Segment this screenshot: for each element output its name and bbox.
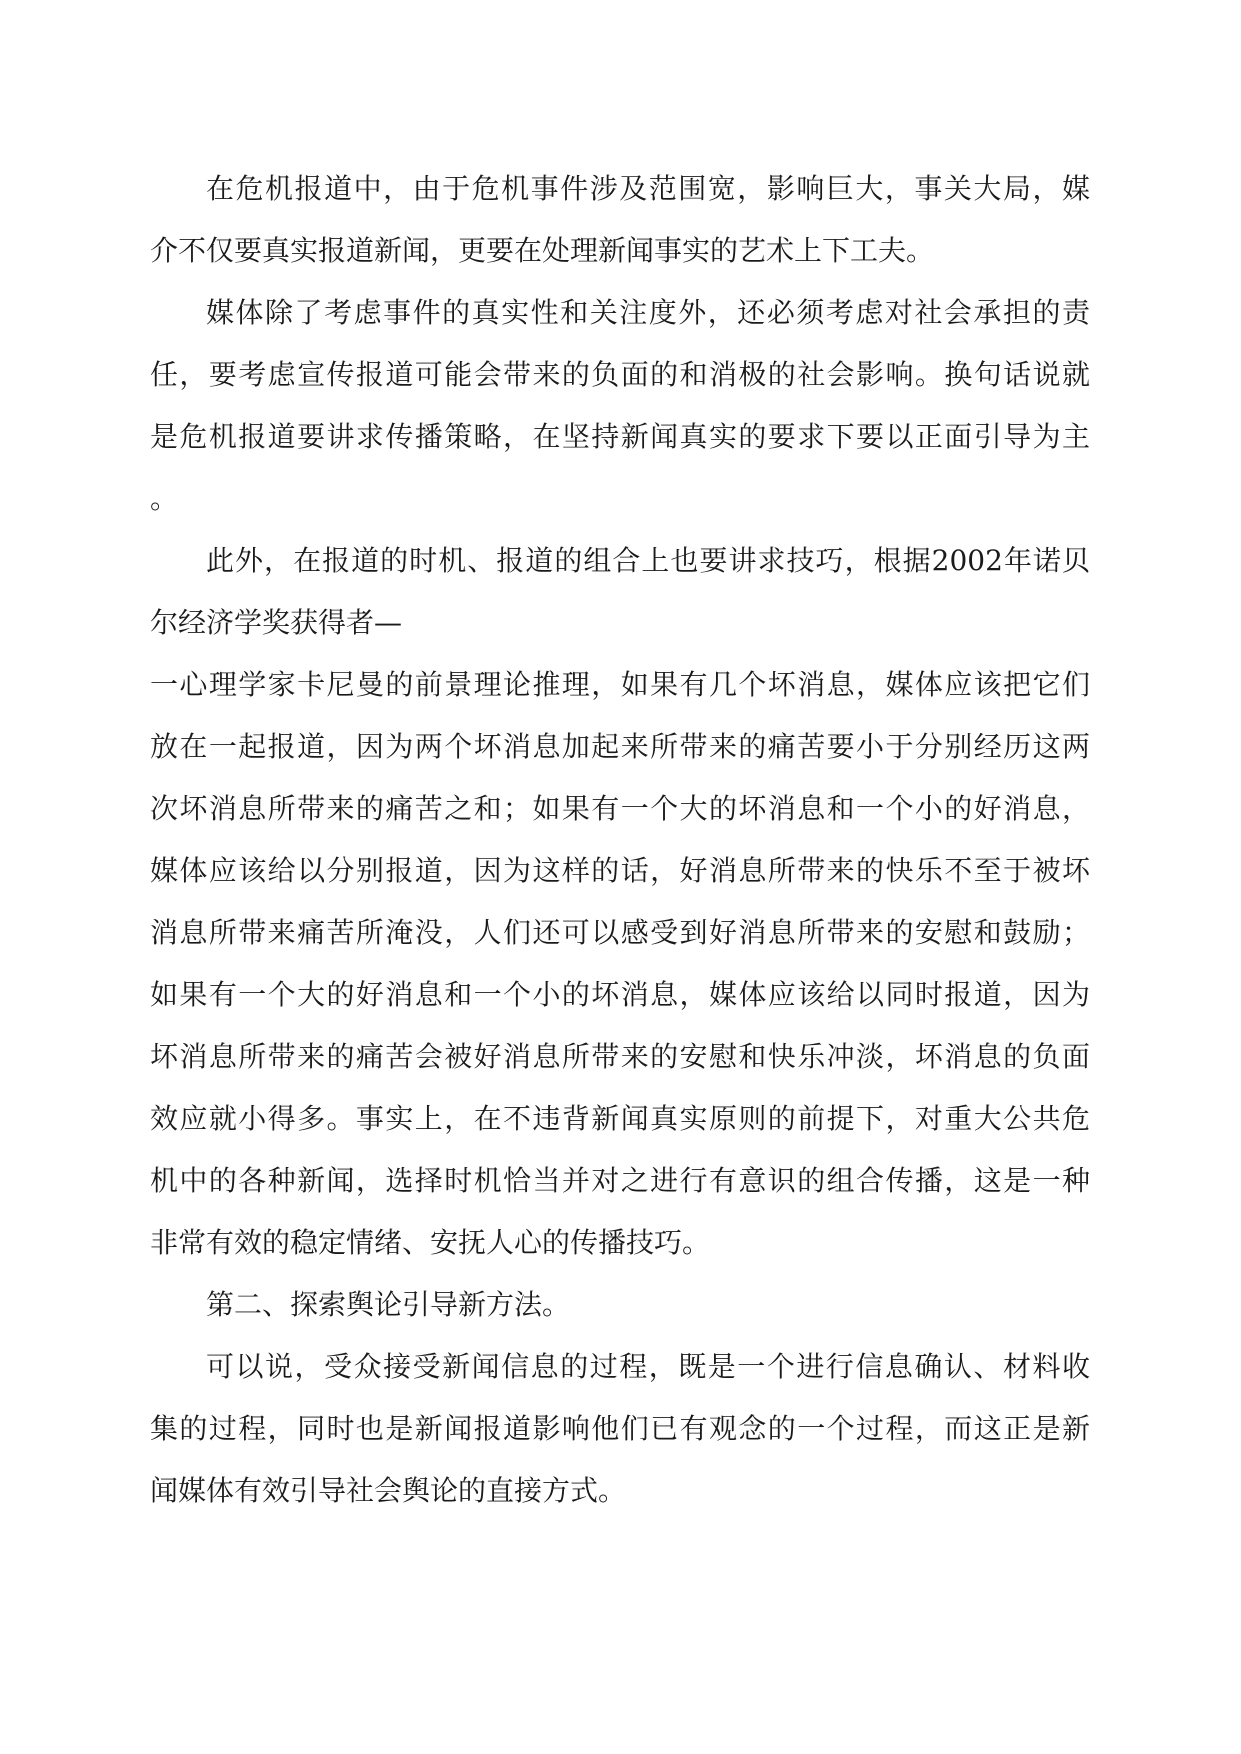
text-line: 机中的各种新闻，选择时机恰当并对之进行有意识的组合传播，这是一种 — [150, 1164, 1090, 1197]
text-line: 媒体应该给以分别报道，因为这样的话，好消息所带来的快乐不至于被坏 — [150, 854, 1090, 887]
text-line: 。 — [150, 482, 179, 515]
paragraph-section-heading — [150, 1274, 1090, 1336]
text-line: 次坏消息所带来的痛苦之和；如果有一个大的坏消息和一个小的好消息， — [150, 792, 1090, 825]
text-line: 任，要考虑宣传报道可能会带来的负面的和消极的社会影响。换句话说就 — [150, 358, 1090, 391]
text-line: 尔经济学奖获得者— — [150, 606, 403, 639]
text-line: 可以说，受众接受新闻信息的过程，既是一个进行信息确认、材料收 — [206, 1350, 1090, 1383]
text-line: 坏消息所带来的痛苦会被好消息所带来的安慰和快乐冲淡，坏消息的负面 — [150, 1040, 1090, 1073]
text-line: 是危机报道要讲求传播策略，在坚持新闻真实的要求下要以正面引导为主 — [150, 420, 1090, 453]
text-line: 放在一起报道，因为两个坏消息加起来所带来的痛苦要小于分别经历这两 — [150, 730, 1090, 763]
section-heading: 第二、探索舆论引导新方法。 — [206, 1288, 571, 1321]
text-line: 媒体除了考虑事件的真实性和关注度外，还必须考虑对社会承担的责 — [206, 296, 1090, 329]
text-line: 非常有效的稳定情绪、安抚人心的传播技巧。 — [150, 1226, 711, 1259]
text-line: 集的过程，同时也是新闻报道影响他们已有观念的一个过程，而这正是新 — [150, 1412, 1090, 1445]
text-line: 消息所带来痛苦所淹没，人们还可以感受到好消息所带来的安慰和鼓励； — [150, 916, 1090, 949]
paragraph-crisis-reporting — [150, 158, 1090, 282]
paragraph-audience-reception — [150, 1336, 1090, 1522]
text-line: 在危机报道中，由于危机事件涉及范围宽，影响巨大，事关大局，媒 — [206, 172, 1090, 205]
text-line: 一心理学家卡尼曼的前景理论推理，如果有几个坏消息，媒体应该把它们 — [150, 668, 1090, 701]
text-line: 如果有一个大的好消息和一个小的坏消息，媒体应该给以同时报道，因为 — [150, 978, 1090, 1011]
document-page — [150, 158, 1090, 1522]
text-line: 闻媒体有效引导社会舆论的直接方式。 — [150, 1474, 627, 1507]
text-line: 此外，在报道的时机、报道的组合上也要讲求技巧，根据2002年诺贝 — [206, 544, 1090, 577]
text-line: 介不仅要真实报道新闻，更要在处理新闻事实的艺术上下工夫。 — [150, 234, 935, 267]
text-line: 效应就小得多。事实上，在不违背新闻真实原则的前提下，对重大公共危 — [150, 1102, 1090, 1135]
paragraph-media-responsibility — [150, 282, 1090, 530]
paragraph-timing-and-combination — [150, 530, 1090, 1274]
